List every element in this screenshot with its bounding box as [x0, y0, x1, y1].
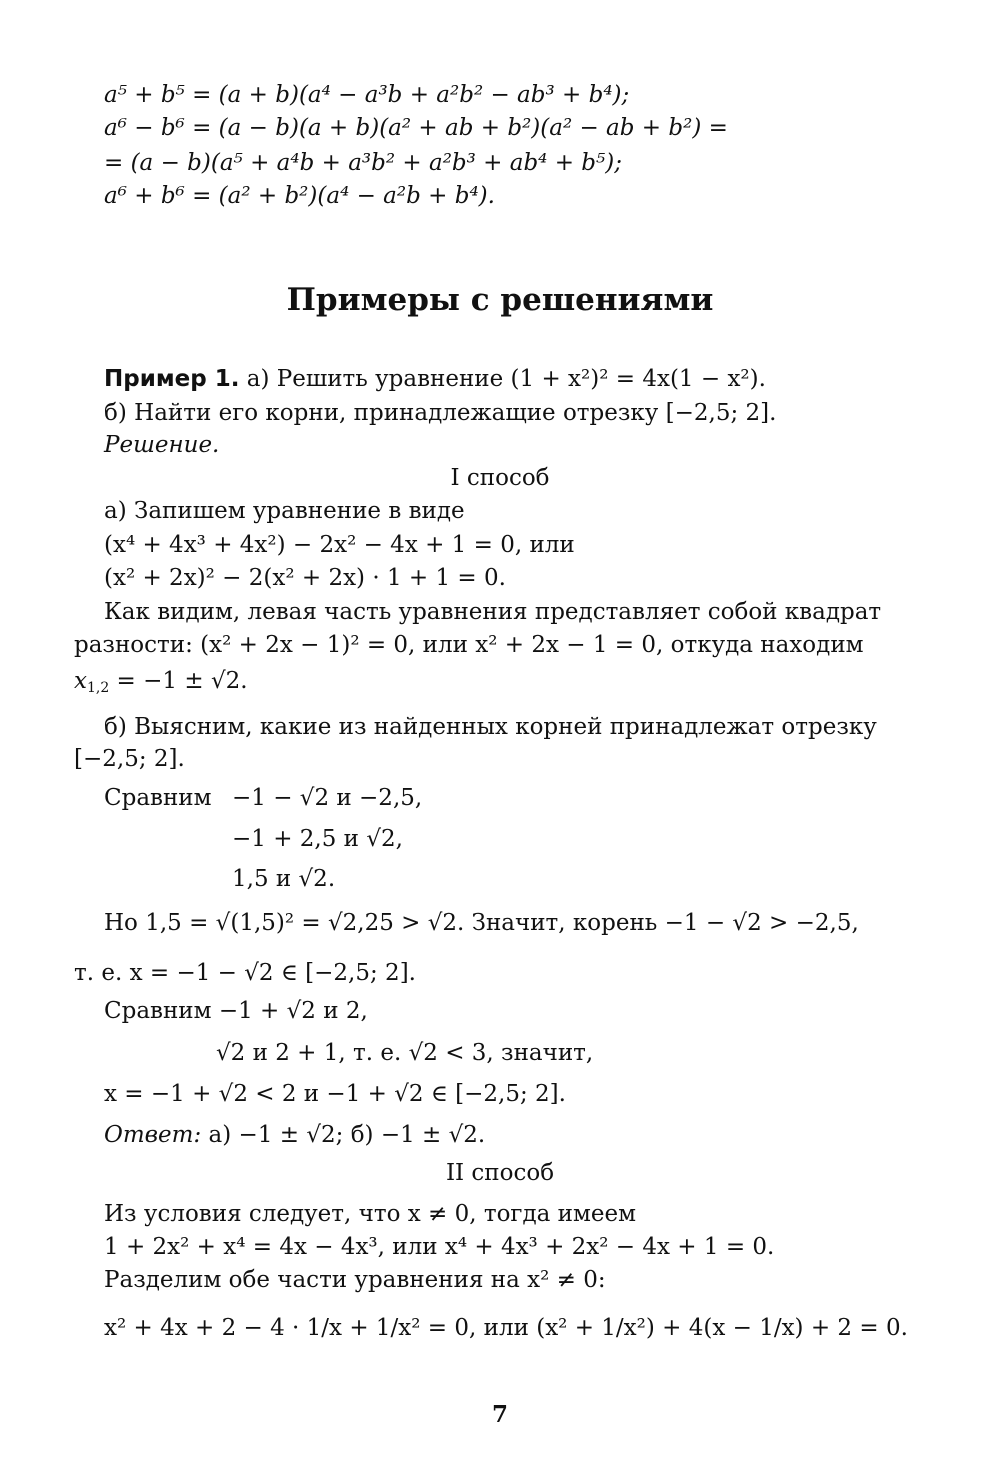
method1-para-line-2: разности: (x² + 2x − 1)² = 0, или x² + 2x − 1 = 0, откуда находим: [74, 632, 864, 658]
but-line: Но 1,5 = √(1,5)² = √2,25 > √2. Значит, корень −1 − √2 > −2,5,: [104, 910, 859, 936]
method2-heading: II способ: [445, 1160, 555, 1186]
page-number: 7: [491, 1401, 508, 1428]
te-line: т. е. x = −1 − √2 ∈ [−2,5; 2].: [74, 960, 416, 986]
example-task-b: б) Найти его корни, принадлежащие отрезку [−2,5; 2].: [104, 400, 777, 426]
method2-line-4: x² + 4x + 2 − 4 · 1/x + 1/x² = 0, или (x² + 1/x²) + 4(x − 1/x) + 2 = 0.: [104, 1315, 908, 1341]
section-title: Примеры с решениями: [286, 282, 714, 318]
formula-line-1: a⁵ + b⁵ = (a + b)(a⁴ − a³b + a²b² − ab³ + b⁴);: [104, 82, 630, 108]
method1-eq2: (x² + 2x)² − 2(x² + 2x) · 1 + 1 = 0.: [104, 565, 506, 591]
method1-para-line-1: Как видим, левая часть уравнения представляет собой квадрат: [104, 599, 882, 625]
solution-label: Решение.: [104, 432, 220, 458]
method1-b-line-2: [−2,5; 2].: [74, 746, 185, 772]
compare-line-1: −1 − √2 и −2,5,: [232, 785, 423, 811]
roots-sub: 1,2: [86, 680, 110, 696]
formula-line-4: a⁶ + b⁶ = (a² + b²)(a⁴ − a²b + b⁴).: [104, 183, 495, 209]
compare-line-2: −1 + 2,5 и √2,: [232, 826, 403, 852]
answer-label: Ответ:: [104, 1122, 202, 1148]
roots-rhs: = −1 ± √2.: [109, 668, 248, 694]
method1-eq1: (x⁴ + 4x³ + 4x²) − 2x² − 4x + 1 = 0, или: [104, 532, 575, 558]
method2-line-2: 1 + 2x² + x⁴ = 4x − 4x³, или x⁴ + 4x³ + 2x² − 4x + 1 = 0.: [104, 1234, 775, 1260]
x-result-line: x = −1 + √2 < 2 и −1 + √2 ∈ [−2,5; 2].: [104, 1081, 566, 1107]
formula-line-3: = (a − b)(a⁵ + a⁴b + a³b² + a²b³ + ab⁴ + b⁵);: [104, 150, 622, 176]
example-task-a-text: а) Решить уравнение (1 + x²)² = 4x(1 − x²).: [239, 366, 766, 392]
compare-line-3: 1,5 и √2.: [232, 866, 336, 892]
answer-line: [104, 1120, 485, 1150]
method1-intro: а) Запишем уравнение в виде: [104, 498, 465, 524]
example-task-a: [104, 364, 766, 394]
method1-heading: I способ: [450, 465, 550, 491]
method1-b-line-1: б) Выясним, какие из найденных корней принадлежат отрезку: [104, 714, 877, 740]
method2-line-1: Из условия следует, что x ≠ 0, тогда имеем: [104, 1201, 636, 1227]
roots-var: x: [74, 668, 87, 694]
compare-label: Сравним: [104, 785, 212, 811]
method1-roots: [74, 666, 248, 703]
formula-line-2: a⁶ − b⁶ = (a − b)(a + b)(a² + ab + b²)(a² − ab + b²) =: [104, 115, 728, 141]
answer-text: а) −1 ± √2; б) −1 ± √2.: [201, 1122, 486, 1148]
example-label: Пример 1.: [104, 366, 240, 392]
method2-line-3: Разделим обе части уравнения на x² ≠ 0:: [104, 1267, 606, 1293]
compare-line-4: Сравним −1 + √2 и 2,: [104, 998, 368, 1024]
compare-line-5: √2 и 2 + 1, т. е. √2 < 3, значит,: [216, 1040, 594, 1066]
